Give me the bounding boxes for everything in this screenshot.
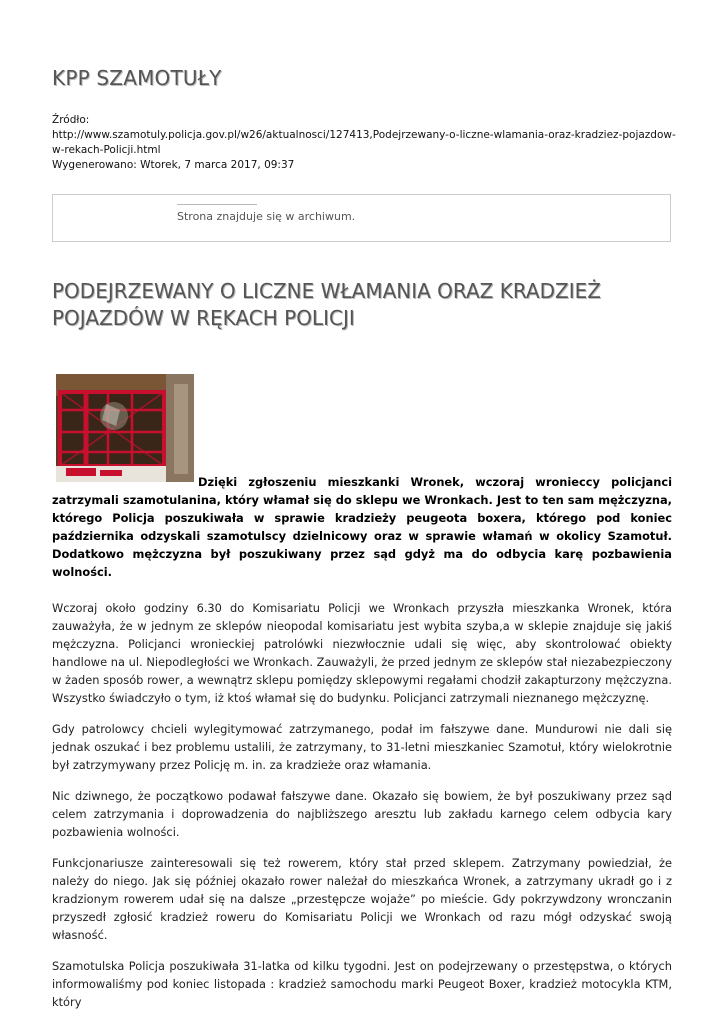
article-lead: Dzięki zgłoszeniu mieszkanki Wronek, wczoraj wronieccy policjanci zatrzymali szamotulanina, który włamał się do sklepu we Wronkach. Jest to ten sam mężczyzna, którego Policja poszukiwała w sprawie kradzieży peugeota boxera, którego pod koniec października odzyskali szamotulscy dzielnicowy oraz w sprawie włamań w okolicy Szamotuł. Dodatkowo mężczyzna był poszukiwany przez sąd gdyż ma do odbycia karę pozbawienia wolności. bbox=[52, 475, 672, 579]
source-label: Źródło: bbox=[52, 114, 90, 126]
article-photo bbox=[56, 374, 194, 482]
source-metadata bbox=[52, 113, 677, 173]
archive-divider bbox=[177, 204, 257, 205]
article-paragraph: Funkcjonariusze zainteresowali się też rowerem, który stał przed sklepem. Zatrzymany powiedział, że należy do niego. Jak się później okazało rower należał do mieszkańca Wronek, a zatrzymany ukradł go i z kradzionym rowerem udał się na dalsze „przestępcze wojaże” po mieście. Gdy pokrzywdzony wronczanin przyszedł zgłosić kradzież roweru do Komisariatu Policji we Wronkach od razu mógł odzyskać swoją własność. bbox=[52, 856, 672, 942]
article-paragraph: Gdy patrolowcy chcieli wylegitymować zatrzymanego, podał im fałszywe dane. Mundurowi nie dali się jednak oszukać i bez problemu ustalili, że zatrzymany, to 31-letni mieszkaniec Szamotuł, który wielokrotnie był zatrzymywany przez Policję m. in. za kradzieże oraz włamania. bbox=[52, 722, 672, 772]
article-body bbox=[52, 599, 672, 1024]
site-title: KPP SZAMOTUŁY bbox=[52, 66, 222, 90]
broken-shop-window-image bbox=[56, 374, 194, 482]
archive-notice: Strona znajduje się w archiwum. bbox=[177, 210, 356, 223]
article-title: PODEJRZEWANY O LICZNE WŁAMANIA ORAZ KRADZIEŻ POJAZDÓW W RĘKACH POLICJI bbox=[52, 279, 601, 330]
article-paragraph: Szamotulska Policja poszukiwała 31-latka od kilku tygodni. Jest on podejrzewany o przestępstwa, o których informowaliśmy pod koniec listopada : kradzież samochodu marki Peugeot Boxer, kradzież motocykla KTM, który bbox=[52, 959, 672, 1009]
archive-notice-box bbox=[52, 194, 671, 242]
article-paragraph: Wczoraj około godziny 6.30 do Komisariatu Policji we Wronkach przyszła mieszkanka Wronek, która zauważyła, że w jednym ze sklepów nieopodal komisariatu jest wybita szyba,a w sklepie znajduje się jakiś mężczyzna. Policjanci wronieckiej patrolówki niezwłocznie udali się więc, aby skontrolować obiekty handlowe na ul. Niepodległości we Wronkach. Zauważyli, że przed jednym ze sklepów stał niezabezpieczony w żaden sposób rower, a wewnątrz sklepu pomiędzy sklepowymi regałami chodził zakapturzony mężczyzna. Wszystko świadczyło o tym, iż ktoś włamał się do budynku. Policjanci zatrzymali nieznanego mężczyznę. bbox=[52, 601, 672, 705]
article-paragraph: Nic dziwnego, że początkowo podawał fałszywe dane. Okazało się bowiem, że był poszukiwany przez sąd celem zatrzymania i doprowadzenia do najbliższego aresztu lub zakładu karnego celem odbycia kary pozbawienia wolności. bbox=[52, 789, 672, 839]
generated-date: Wygenerowano: Wtorek, 7 marca 2017, 09:37 bbox=[52, 159, 295, 171]
source-url[interactable]: http://www.szamotuly.policja.gov.pl/w26/aktualnosci/127413,Podejrzewany-o-liczne-wlamania-oraz-kradziez-pojazdow-w-rekach-Policji.html bbox=[52, 129, 676, 156]
